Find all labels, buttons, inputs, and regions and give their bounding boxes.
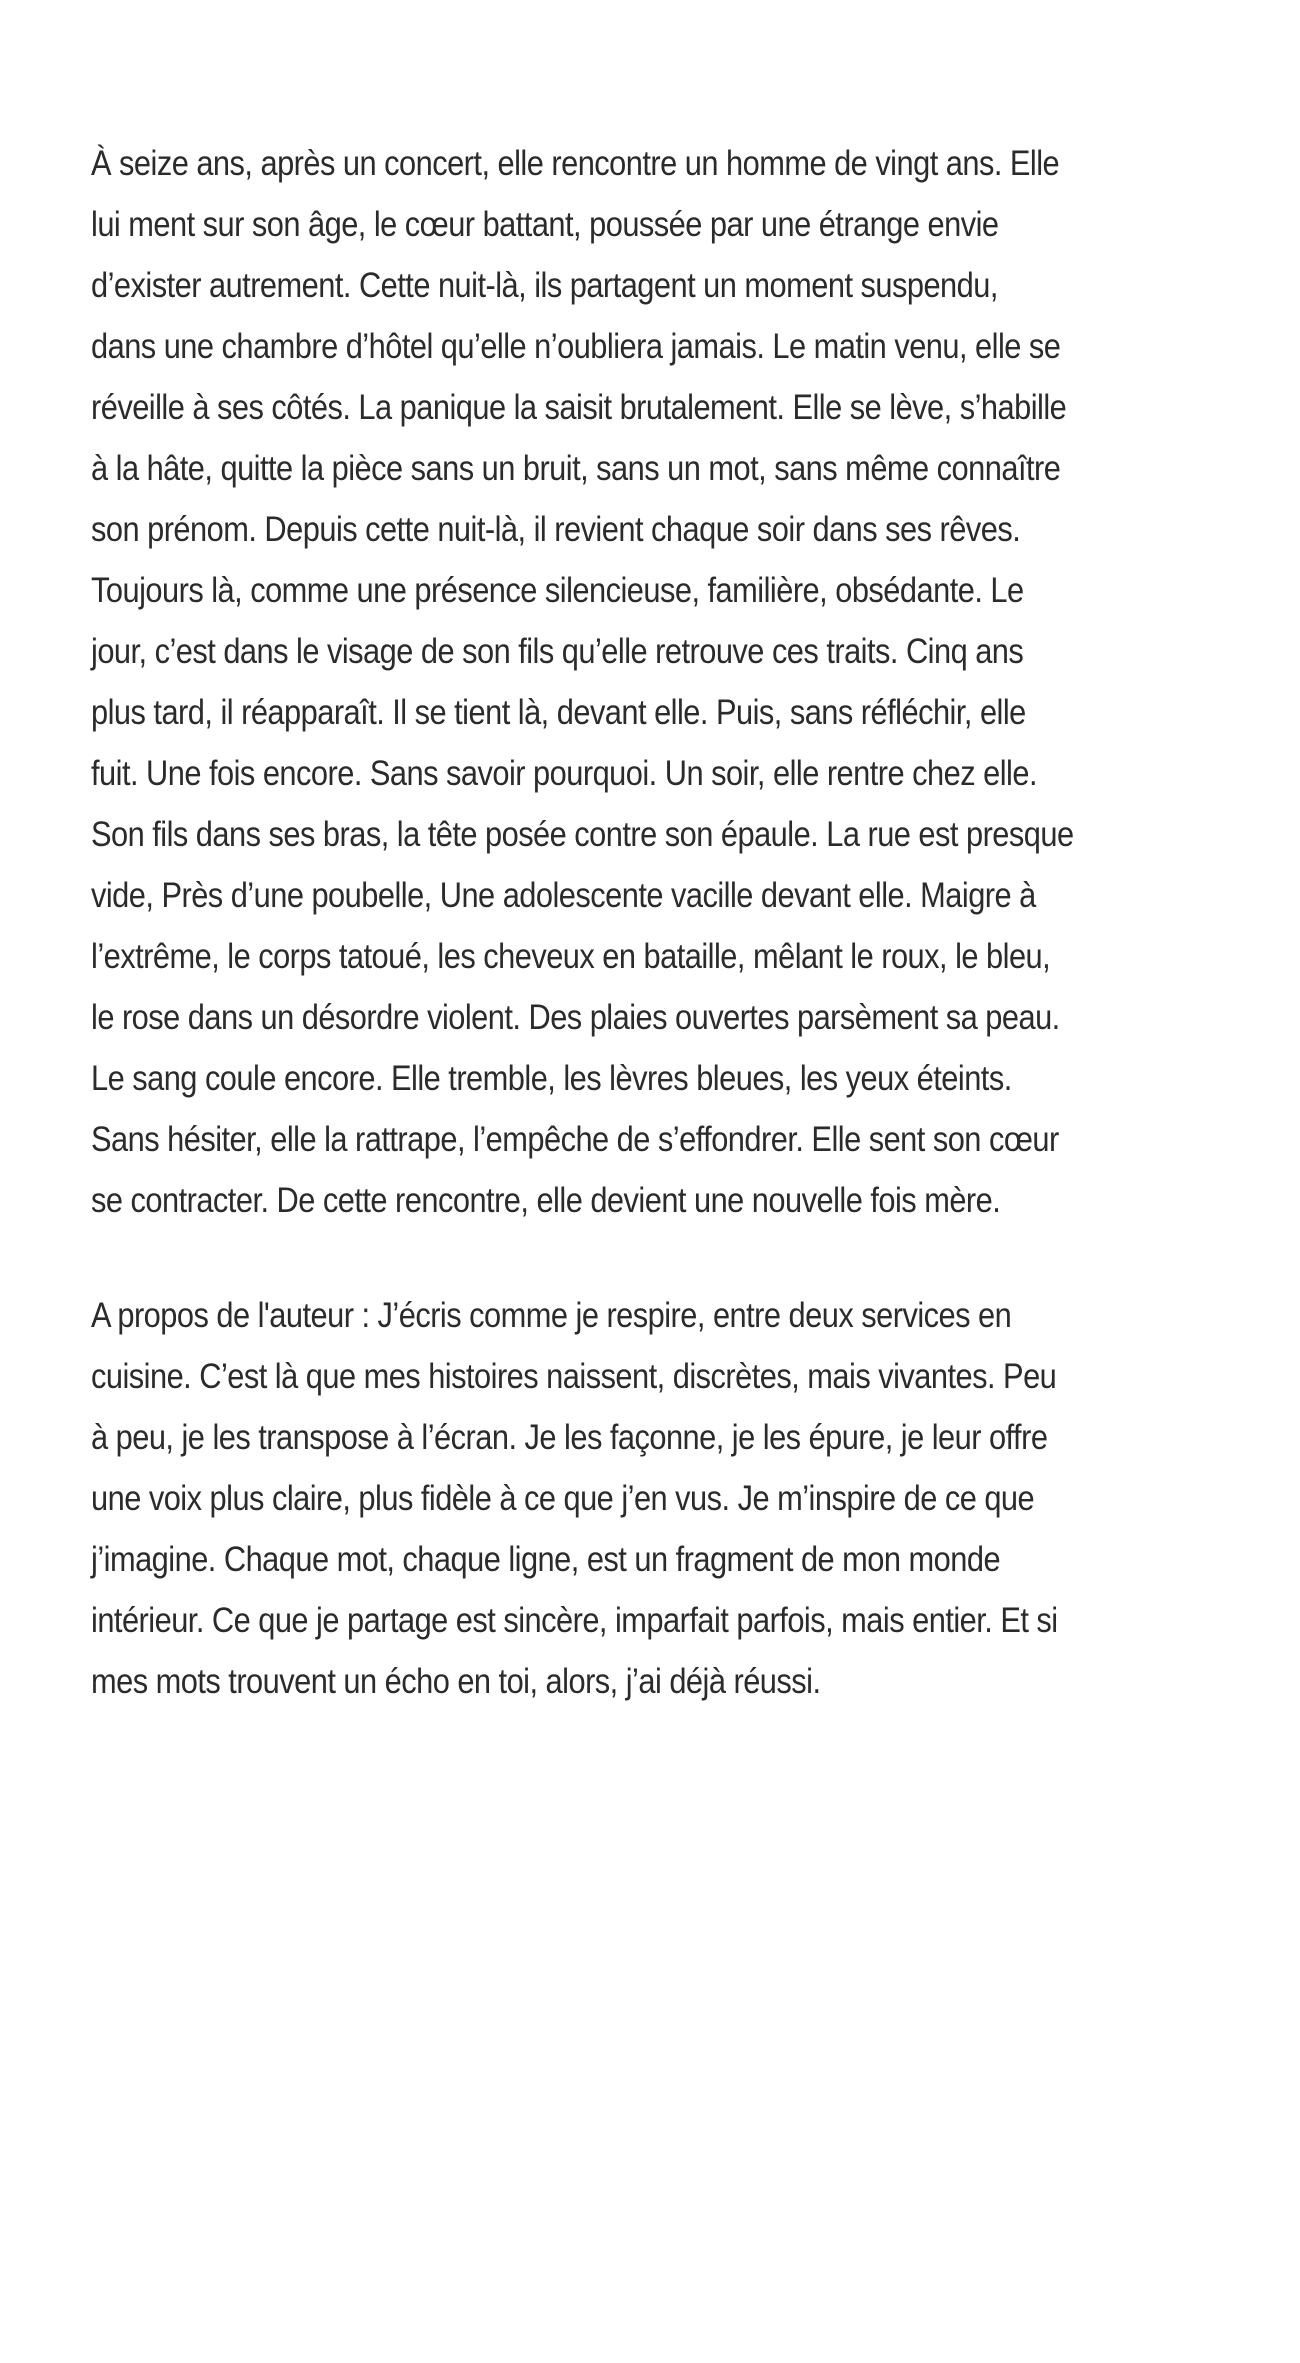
author-paragraph (91, 1285, 1085, 1712)
author-line: cuisine. C’est là que mes histoires naissent, discrètes, mais vivantes. Peu (91, 1357, 1057, 1396)
story-line: Son fils dans ses bras, la tête posée contre son épaule. La rue est presque (91, 815, 1074, 854)
story-line: le rose dans un désordre violent. Des plaies ouvertes parsèment sa peau. (91, 998, 1060, 1037)
story-line: fuit. Une fois encore. Sans savoir pourquoi. Un soir, elle rentre chez elle. (91, 754, 1037, 793)
story-line: À seize ans, après un concert, elle rencontre un homme de vingt ans. Elle (91, 144, 1060, 183)
story-line: Le sang coule encore. Elle tremble, les lèvres bleues, les yeux éteints. (91, 1059, 1012, 1098)
author-line: j’imagine. Chaque mot, chaque ligne, est un fragment de mon monde (91, 1540, 1001, 1579)
story-line: à la hâte, quitte la pièce sans un bruit, sans un mot, sans même connaître (91, 449, 1061, 488)
author-line: intérieur. Ce que je partage est sincère, imparfait parfois, mais entier. Et si (91, 1601, 1058, 1640)
story-line: jour, c’est dans le visage de son fils qu’elle retrouve ces traits. Cinq ans (91, 632, 1024, 671)
story-line: l’extrême, le corps tatoué, les cheveux en bataille, mêlant le roux, le bleu, (91, 937, 1051, 976)
author-line: mes mots trouvent un écho en toi, alors, j’ai déjà réussi. (91, 1662, 821, 1701)
story-line: se contracter. De cette rencontre, elle devient une nouvelle fois mère. (91, 1181, 1001, 1220)
author-line: à peu, je les transpose à l’écran. Je les façonne, je les épure, je leur offre (91, 1418, 1048, 1457)
story-line: vide, Près d’une poubelle, Une adolescente vacille devant elle. Maigre à (91, 876, 1036, 915)
story-line: dans une chambre d’hôtel qu’elle n’oubliera jamais. Le matin venu, elle se (91, 327, 1061, 366)
story-line: lui ment sur son âge, le cœur battant, poussée par une étrange envie (91, 205, 999, 244)
story-line: Sans hésiter, elle la rattrape, l’empêche de s’effondrer. Elle sent son cœur (91, 1120, 1059, 1159)
story-line: réveille à ses côtés. La panique la saisit brutalement. Elle se lève, s’habille (91, 388, 1067, 427)
story-line: Toujours là, comme une présence silencieuse, familière, obsédante. Le (91, 571, 1024, 610)
story-paragraph (91, 133, 1085, 1231)
story-line: d’exister autrement. Cette nuit-là, ils partagent un moment suspendu, (91, 266, 998, 305)
story-line: son prénom. Depuis cette nuit-là, il revient chaque soir dans ses rêves. (91, 510, 1021, 549)
author-line: une voix plus claire, plus fidèle à ce que j’en vus. Je m’inspire de ce que (91, 1479, 1035, 1518)
author-line: A propos de l'auteur : J’écris comme je respire, entre deux services en (91, 1296, 1012, 1335)
story-line: plus tard, il réapparaît. Il se tient là, devant elle. Puis, sans réfléchir, elle (91, 693, 1026, 732)
